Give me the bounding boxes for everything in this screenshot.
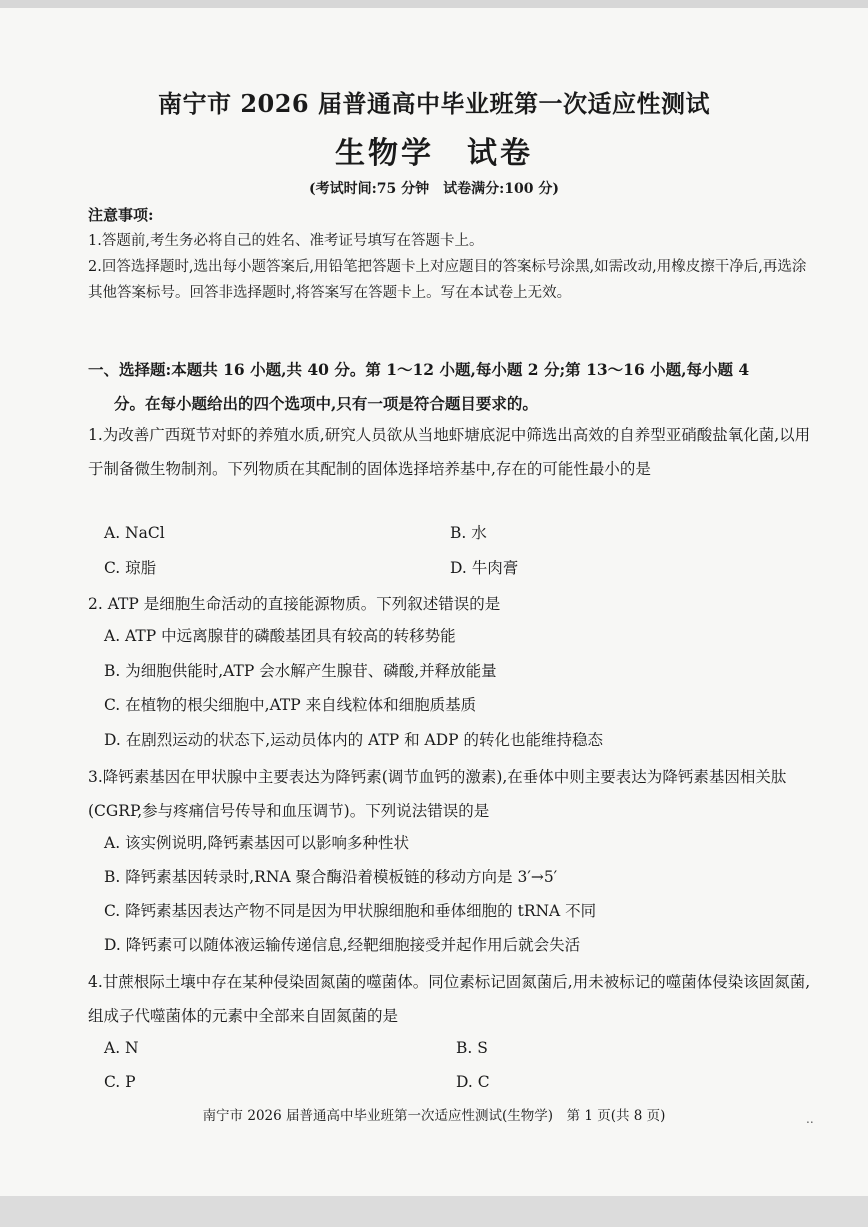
bottom-scan-border [0, 1196, 868, 1227]
notice-item-1: 1.答题前,考生务必将自己的姓名、准考证号填写在答题卡上。 [88, 233, 484, 249]
question-3-option-c: C. 降钙素基因表达产物不同是因为甲状腺细胞和垂体细胞的 tRNA 不同 [104, 902, 597, 920]
page-footer: 南宁市 2026 届普通高中毕业班第一次适应性测试(生物学) 第 1 页(共 8 页) [202, 1108, 666, 1124]
question-2-stem: 2. ATP 是细胞生命活动的直接能源物质。下列叙述错误的是 [88, 595, 501, 613]
question-2-option-d: D. 在剧烈运动的状态下,运动员体内的 ATP 和 ADP 的转化也能维持稳态 [104, 731, 604, 749]
question-3-option-d: D. 降钙素可以随体液运输传递信息,经靶细胞接受并起作用后就会失活 [104, 936, 581, 954]
section-heading-line-1: 一、选择题:本题共 16 小题,共 40 分。第 1～12 小题,每小题 2 分;第 13～16 小题,每小题 4 [88, 360, 750, 379]
question-1-option-d: D. 牛肉膏 [450, 559, 519, 577]
question-4-option-a: A. N [104, 1039, 139, 1057]
question-2-option-b: B. 为细胞供能时,ATP 会水解产生腺苷、磷酸,并释放能量 [104, 662, 497, 680]
question-3-stem: 3.降钙素基因在甲状腺中主要表达为降钙素(调节血钙的激素),在垂体中则主要表达为降钙素基因相关肽(CGRP,参与疼痛信号传导和血压调节)。下列说法错误的是 [88, 768, 787, 820]
question-3-option-b: B. 降钙素基因转录时,RNA 聚合酶沿着模板链的移动方向是 3′→5′ [104, 868, 558, 886]
question-1-option-a: A. NaCl [104, 524, 165, 542]
question-2-option-a: A. ATP 中远离腺苷的磷酸基团具有较高的转移势能 [104, 627, 456, 645]
subject-title: 生物学 试卷 [335, 136, 533, 171]
notice-heading: 注意事项: [88, 206, 154, 224]
question-4-stem: 4.甘蔗根际土壤中存在某种侵染固氮菌的噬菌体。同位素标记固氮菌后,用未被标记的噬菌体侵染该固氮菌,组成子代噬菌体的元素中全部来自固氮菌的是 [88, 973, 811, 1025]
question-4-option-b: B. S [456, 1039, 488, 1057]
question-1-option-b: B. 水 [450, 524, 487, 542]
section-heading [88, 353, 808, 421]
question-4-option-c: C. P [104, 1073, 136, 1091]
question-2-option-c: C. 在植物的根尖细胞中,ATP 来自线粒体和细胞质基质 [104, 696, 477, 714]
exam-info: (考试时间:75 分钟 试卷满分:100 分) [308, 181, 560, 197]
question-3-option-a: A. 该实例说明,降钙素基因可以影响多种性状 [104, 834, 409, 852]
scan-mark: .. [806, 1112, 814, 1126]
exam-title: 南宁市 2026 届普通高中毕业班第一次适应性测试 [157, 89, 710, 118]
question-4-option-d: D. C [456, 1073, 490, 1091]
question-1-stem: 1.为改善广西斑节对虾的养殖水质,研究人员欲从当地虾塘底泥中筛选出高效的自养型亚硝酸盐氧化菌,以用于制备微生物制剂。下列物质在其配制的固体选择培养基中,存在的可能性最小的是 [88, 426, 811, 478]
section-heading-line-2: 分。在每小题给出的四个选项中,只有一项是符合题目要求的。 [114, 394, 538, 413]
notice-item-2: 2.回答选择题时,选出每小题答案后,用铅笔把答题卡上对应题目的答案标号涂黑,如需改动,用橡皮擦干净后,再选涂其他答案标号。回答非选择题时,将答案写在答题卡上。写在本试卷上无效。 [88, 259, 807, 301]
question-1-option-c: C. 琼脂 [104, 559, 157, 577]
top-scan-border [0, 0, 868, 8]
